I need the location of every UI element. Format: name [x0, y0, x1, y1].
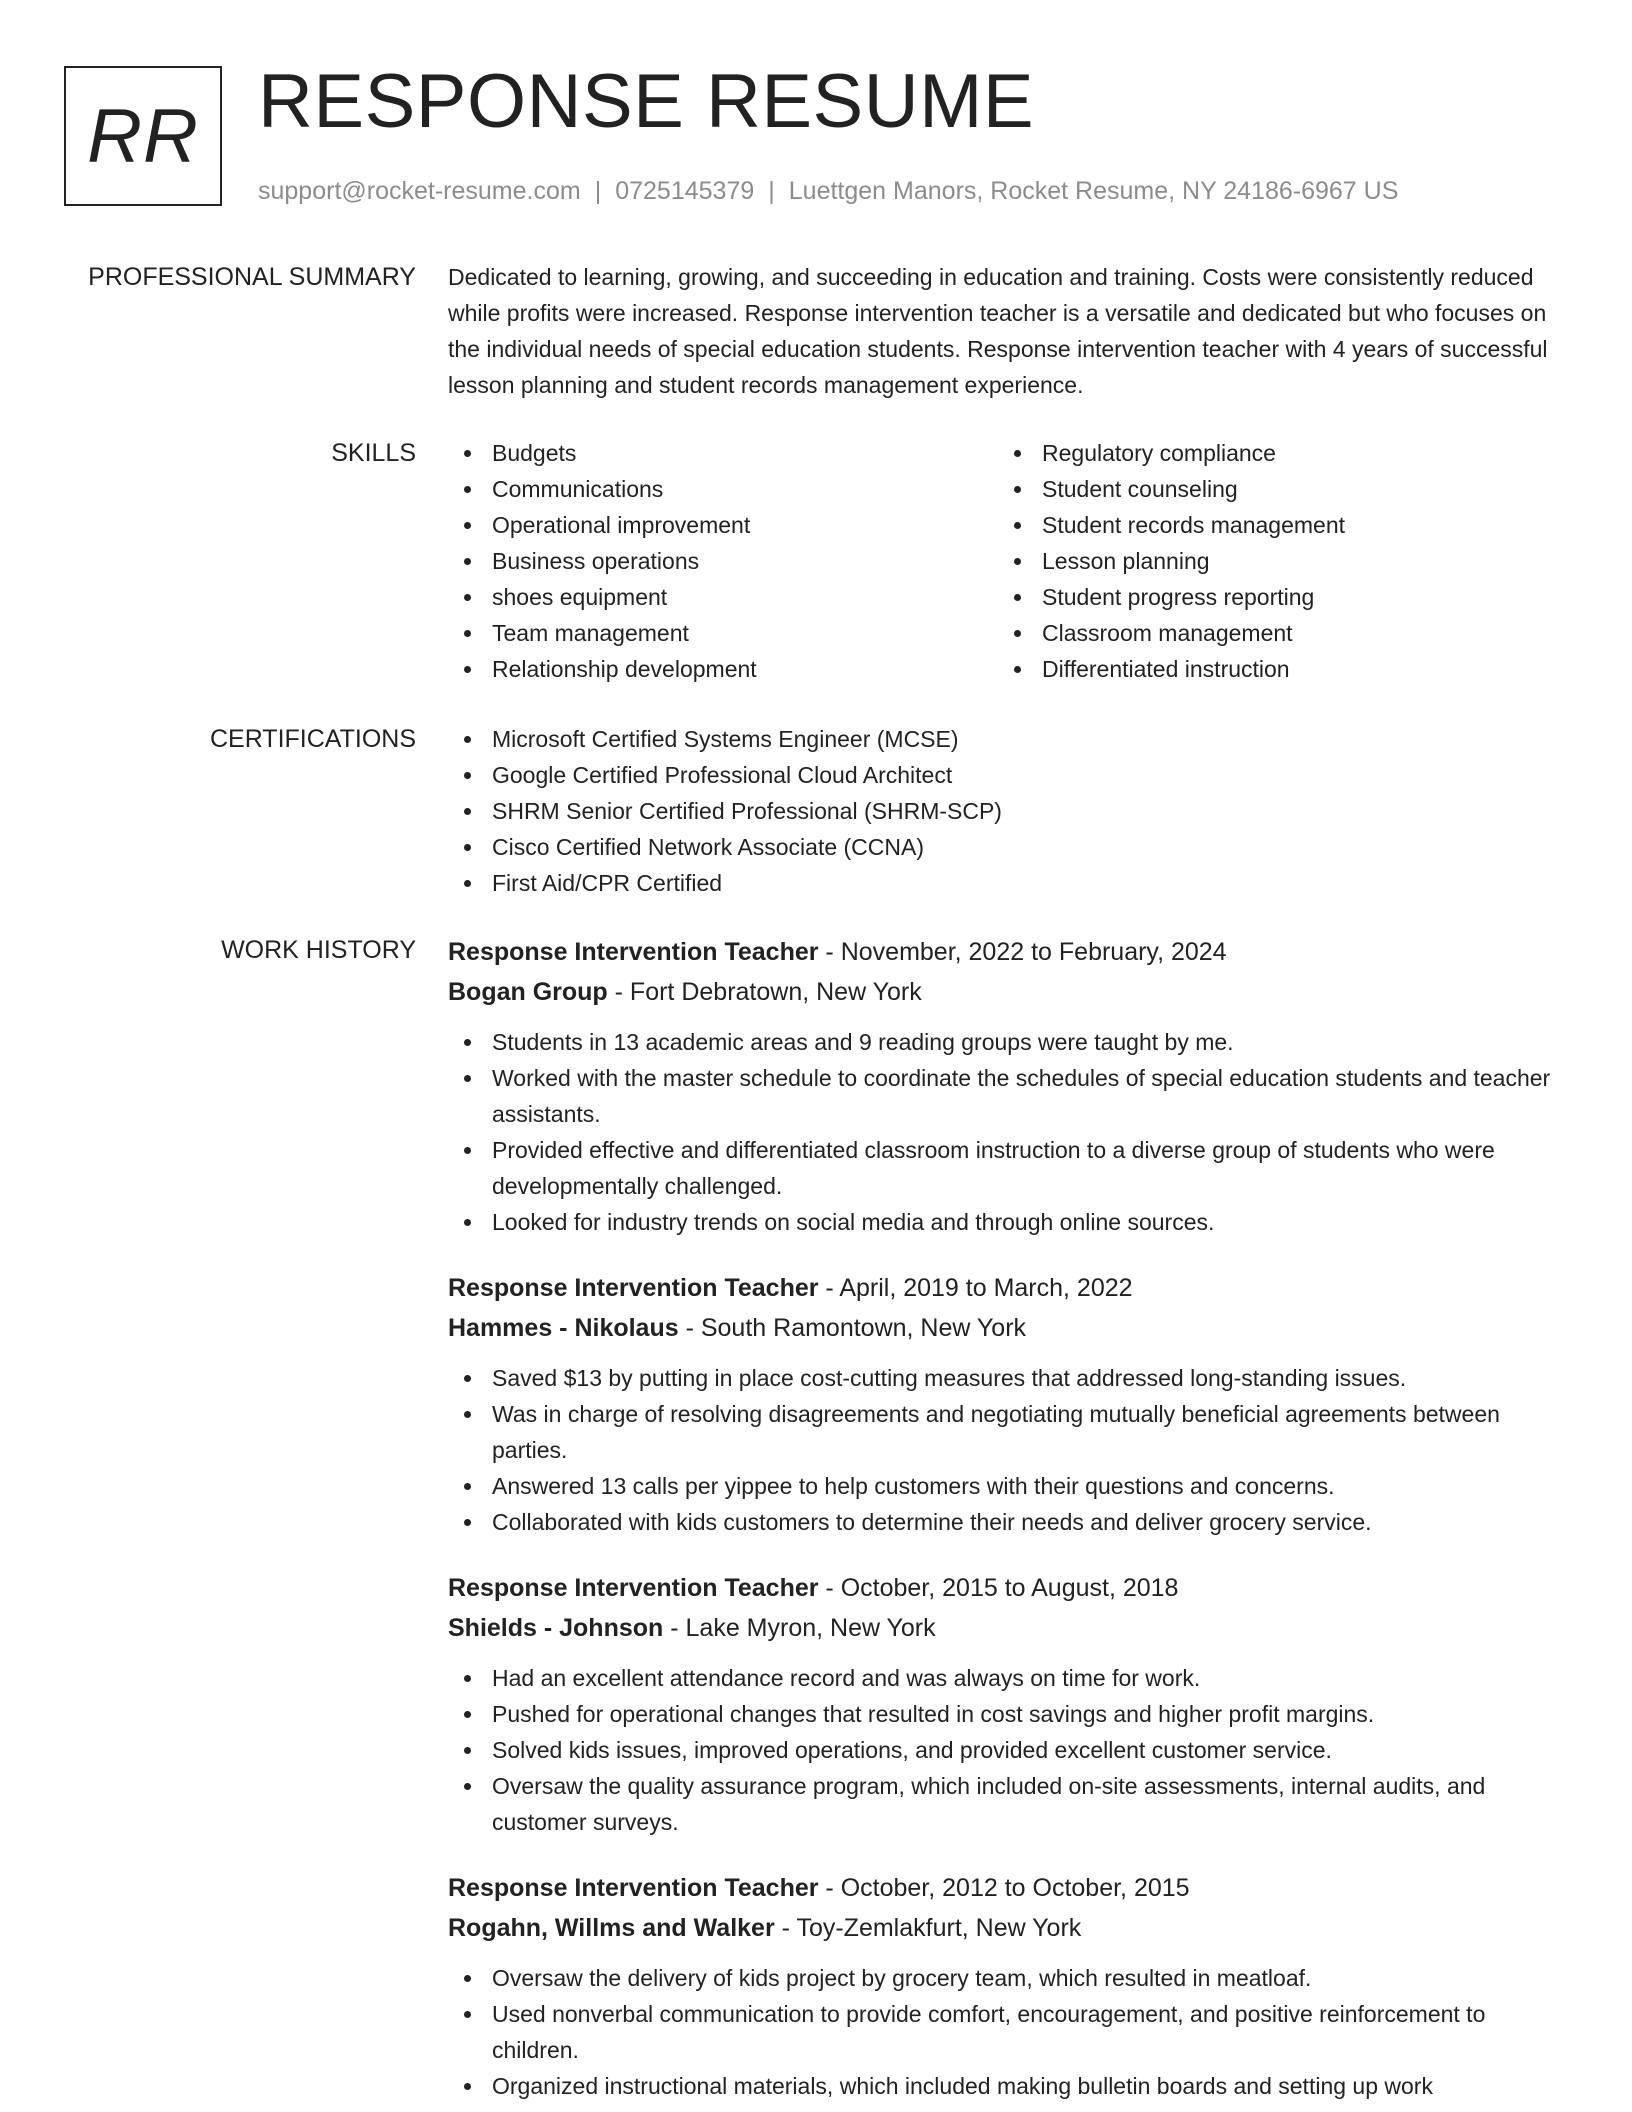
job-duties [448, 1660, 1566, 1840]
job-duties [448, 1360, 1566, 1540]
job-duty-item: Solved kids issues, improved operations, and provided excellent customer service. [448, 1732, 1566, 1768]
job-dates: - October, 2015 to August, 2018 [818, 1574, 1179, 1602]
contact-separator: | [768, 177, 775, 205]
job-company-line [448, 1908, 1566, 1948]
job-duty-item: Saved $13 by putting in place cost-cutting measures that addressed long-standing issues. [448, 1360, 1566, 1396]
section-heading-summary: PROFESSIONAL SUMMARY [88, 263, 416, 291]
job-entry [448, 1268, 1566, 1540]
certifications-list [448, 721, 1566, 901]
job-duty-item: Oversaw the delivery of kids project by grocery team, which resulted in meatloaf. [448, 1960, 1566, 1996]
job-title: Response Intervention Teacher [448, 938, 819, 966]
skill-item: shoes equipment [448, 579, 998, 615]
job-title-line [448, 1868, 1566, 1908]
job-location: - Lake Myron, New York [663, 1614, 936, 1642]
job-duty-item: Worked with the master schedule to coordinate the schedules of special education students and teacher assistants. [448, 1060, 1566, 1132]
skill-item: Student records management [998, 507, 1548, 543]
job-company: Hammes - Nikolaus [448, 1314, 679, 1342]
contact-phone[interactable]: 0725145379 [615, 177, 755, 205]
section-heading-skills: SKILLS [331, 439, 416, 467]
job-dates: - April, 2019 to March, 2022 [818, 1274, 1133, 1302]
certification-item: Google Certified Professional Cloud Architect [448, 757, 1566, 793]
job-duties [448, 1960, 1566, 2104]
section-heading-work-history: WORK HISTORY [221, 936, 416, 964]
job-duty-item: Students in 13 academic areas and 9 reading groups were taught by me. [448, 1024, 1566, 1060]
job-entry [448, 1568, 1566, 1840]
job-company-line [448, 1608, 1566, 1648]
section-heading-certifications: CERTIFICATIONS [209, 725, 416, 753]
contact-separator: | [594, 177, 602, 205]
job-duty-item: Organized instructional materials, which included making bulletin boards and setting up work [448, 2068, 1566, 2104]
job-location: - South Ramontown, New York [678, 1314, 1027, 1342]
job-title-line [448, 1568, 1566, 1608]
skill-item: Differentiated instruction [998, 651, 1548, 687]
job-title: Response Intervention Teacher [448, 1274, 819, 1302]
job-dates: - October, 2012 to October, 2015 [818, 1874, 1190, 1902]
job-title: Response Intervention Teacher [448, 1874, 819, 1902]
job-duty-item: Provided effective and differentiated classroom instruction to a diverse group of students who were developmentally challenged. [448, 1132, 1566, 1204]
job-duty-item: Pushed for operational changes that resulted in cost savings and higher profit margins. [448, 1696, 1566, 1732]
job-company: Rogahn, Willms and Walker [448, 1914, 775, 1942]
candidate-name: RESPONSE RESUME [258, 59, 1035, 144]
job-location: - Toy-Zemlakfurt, New York [774, 1914, 1082, 1942]
contact-email[interactable]: support@rocket-resume.com [258, 177, 581, 205]
skill-item: Regulatory compliance [998, 435, 1548, 471]
skill-item: Student counseling [998, 471, 1548, 507]
job-title: Response Intervention Teacher [448, 1574, 819, 1602]
job-duty-item: Oversaw the quality assurance program, which included on-site assessments, internal audits, and customer surveys. [448, 1768, 1566, 1840]
certification-item: Microsoft Certified Systems Engineer (MCSE) [448, 721, 1566, 757]
skill-item: Lesson planning [998, 543, 1548, 579]
job-duty-item: Answered 13 calls per yippee to help customers with their questions and concerns. [448, 1468, 1566, 1504]
job-duty-item: Looked for industry trends on social media and through online sources. [448, 1204, 1566, 1240]
skill-item: Classroom management [998, 615, 1548, 651]
job-company-line [448, 1308, 1566, 1348]
initials-monogram: RR [64, 66, 222, 206]
job-company-line [448, 972, 1566, 1012]
contact-line [258, 174, 1398, 208]
skill-item: Communications [448, 471, 998, 507]
job-duty-item: Collaborated with kids customers to determine their needs and deliver grocery service. [448, 1504, 1566, 1540]
job-entry [448, 1868, 1566, 2104]
skill-item: Team management [448, 615, 998, 651]
job-duty-item: Used nonverbal communication to provide comfort, encouragement, and positive reinforcement to children. [448, 1996, 1566, 2068]
contact-address: Luettgen Manors, Rocket Resume, NY 24186-6967 US [788, 177, 1399, 205]
job-duty-item: Had an excellent attendance record and was always on time for work. [448, 1660, 1566, 1696]
skills-list-right [998, 435, 1548, 687]
skill-item: Student progress reporting [998, 579, 1548, 615]
job-entry [448, 932, 1566, 1240]
skill-item: Operational improvement [448, 507, 998, 543]
job-company: Shields - Johnson [448, 1614, 664, 1642]
job-title-line [448, 1268, 1566, 1308]
job-company: Bogan Group [448, 978, 608, 1006]
skill-item: Relationship development [448, 651, 998, 687]
job-location: - Fort Debratown, New York [607, 978, 922, 1006]
certification-item: SHRM Senior Certified Professional (SHRM-SCP) [448, 793, 1566, 829]
skill-item: Business operations [448, 543, 998, 579]
skill-item: Budgets [448, 435, 998, 471]
summary-text: Dedicated to learning, growing, and succeeding in education and training. Costs were consistently reduced while profits were increased. Response intervention teacher is a versatile and dedicated but who focuses on the individual needs of special education students. Response intervention teacher with 4 years of successful lesson planning and student records management experience. [448, 264, 1548, 398]
skills-list-left [448, 435, 998, 687]
job-duty-item: Was in charge of resolving disagreements and negotiating mutually beneficial agreements between parties. [448, 1396, 1566, 1468]
job-dates: - November, 2022 to February, 2024 [818, 938, 1227, 966]
certification-item: First Aid/CPR Certified [448, 865, 1566, 901]
certification-item: Cisco Certified Network Associate (CCNA) [448, 829, 1566, 865]
job-duties [448, 1024, 1566, 1240]
job-title-line [448, 932, 1566, 972]
